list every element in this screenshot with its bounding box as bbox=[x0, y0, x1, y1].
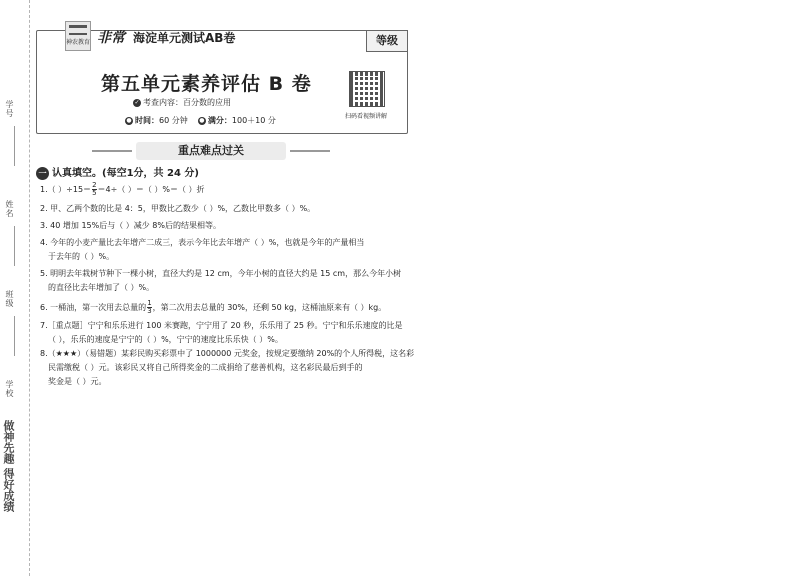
binding-label-name: 姓名 bbox=[5, 200, 14, 218]
qr-caption: 扫码看视频讲解 bbox=[345, 113, 388, 120]
page-title: 第五单元素养评估 B 卷 bbox=[101, 73, 312, 95]
binding-label-class: 班级 bbox=[5, 290, 14, 308]
brand-signature: 非常 bbox=[97, 30, 125, 46]
frac-num: 2 bbox=[92, 181, 97, 189]
score-icon: ● bbox=[199, 116, 205, 124]
qr-code-icon[interactable] bbox=[349, 71, 385, 107]
logo-text: 神农教育 bbox=[66, 39, 91, 46]
meta-line bbox=[125, 115, 276, 126]
question-1-5a: 5. 明明去年栽树节种下一棵小树，直径大约是 12 cm，今年小树的直径大约是 15 cm，那么今年小树 bbox=[40, 269, 402, 278]
question-1-4a: 4. 今年的小麦产量比去年增产二成三，表示今年比去年增产（ ）%，也就是今年的产量相当 bbox=[40, 238, 365, 247]
section-banner: 重点难点过关 bbox=[136, 142, 286, 160]
question-1-3: 3. 40 增加 15%后与（ ）减少 8%后的结果相等。 bbox=[40, 221, 221, 230]
header-box bbox=[36, 30, 408, 134]
binding-line bbox=[14, 226, 15, 266]
question-1-2: 2. 甲、乙两个数的比是 4：5，甲数比乙数少（ ）%，乙数比甲数多（ ）%。 bbox=[40, 204, 316, 213]
section-1-heading bbox=[36, 164, 199, 180]
building-icon bbox=[69, 25, 87, 35]
score-label: 满分： bbox=[207, 116, 232, 125]
clock-icon: ● bbox=[126, 116, 132, 124]
question-1-7b: （ ），乐乐的速度是宁宁的（ ）%，宁宁的速度比乐乐快（ ）%。 bbox=[48, 335, 283, 344]
focus-line bbox=[133, 97, 231, 108]
q-text: 6. 一桶油，第一次用去总量的 bbox=[40, 303, 147, 312]
time-value: 60 分钟 bbox=[159, 116, 188, 125]
binding-line bbox=[14, 126, 15, 166]
left-column bbox=[36, 0, 415, 576]
question-1-1 bbox=[40, 182, 205, 197]
fraction bbox=[92, 182, 96, 197]
binding-margin bbox=[0, 0, 30, 576]
q-text: ＝4÷（ ）＝（ ）%＝（ ）折 bbox=[97, 185, 205, 194]
brand-bar bbox=[65, 29, 345, 49]
question-1-8c: 奖金是（ ）元。 bbox=[48, 377, 107, 386]
score-value: 100＋10 分 bbox=[231, 116, 276, 125]
question-1-5b: 的直径比去年增加了（ ）%。 bbox=[48, 283, 155, 292]
question-1-8a: 8.（★★★）（易错题）某彩民购买彩票中了 1000000 元奖金，按规定要缴纳 20%的个人所得税，这名彩 bbox=[40, 349, 415, 358]
info-dot-icon: ✓ bbox=[134, 98, 140, 106]
question-1-7a: 7.［重点题］宁宁和乐乐进行 100 米赛跑，宁宁用了 20 秒，乐乐用了 25 秒。宁宁和乐乐速度的比是 bbox=[40, 321, 403, 330]
section-number: 一 bbox=[36, 167, 49, 180]
binding-label-student-id: 学号 bbox=[5, 100, 14, 118]
q-text: ，第二次用去总量的 30%，还剩 50 kg，这桶油原来有（ ）kg。 bbox=[152, 303, 387, 312]
grade-box[interactable]: 等级 bbox=[366, 30, 408, 52]
binding-label-school: 学校 bbox=[5, 380, 14, 398]
section-title: 认真填空。(每空1分，共 24 分) bbox=[52, 168, 199, 179]
focus-text: 考查内容：百分数的应用 bbox=[143, 98, 231, 107]
binding-motto: 做神先趣 得好成绩 bbox=[2, 420, 15, 512]
frac-den: 5 bbox=[92, 189, 97, 197]
brand-name: 海淀单元测试AB卷 bbox=[133, 31, 236, 45]
question-1-6 bbox=[40, 300, 386, 315]
question-1-8b: 民需缴税（ ）元。该彩民又将自己所得奖金的二成捐给了慈善机构，这名彩民最后到手的 bbox=[48, 363, 363, 372]
brand-logo bbox=[65, 21, 91, 51]
frac-num: 1 bbox=[147, 299, 152, 307]
binding-line bbox=[14, 316, 15, 356]
fraction bbox=[147, 300, 151, 315]
q-text: 1.（ ）÷15＝ bbox=[40, 185, 92, 194]
frac-den: 3 bbox=[147, 307, 152, 315]
question-1-4b: 于去年的（ ）%。 bbox=[48, 252, 115, 261]
time-label: 时间： bbox=[135, 116, 159, 125]
